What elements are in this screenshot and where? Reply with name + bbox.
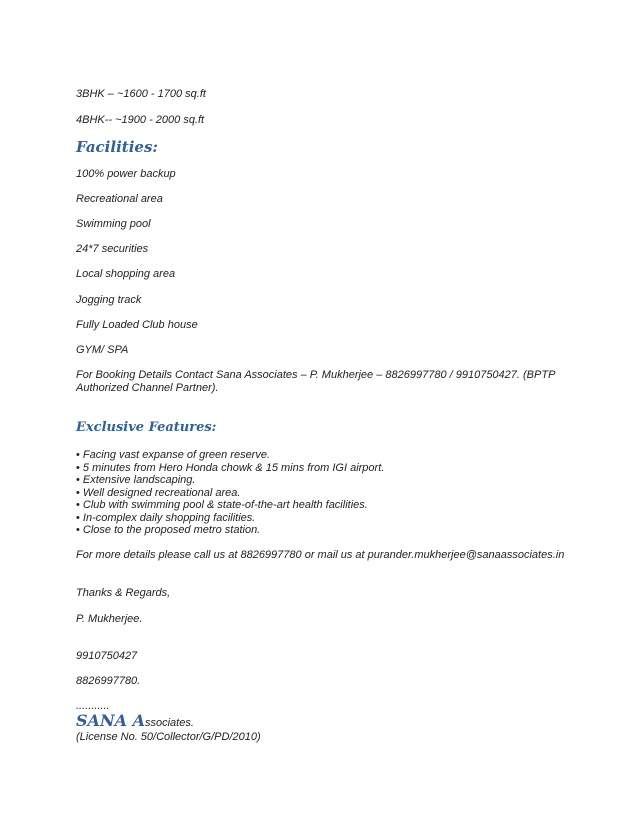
sender-name: P. Mukherjee. (76, 613, 143, 625)
list-item: • Well designed recreational area. (76, 486, 241, 499)
list-item: • 5 minutes from Hero Honda chowk & 15 mins from IGI airport. (76, 461, 385, 474)
list-item: • Facing vast expanse of green reserve. (76, 449, 271, 461)
brand-name-bold: SANA A (76, 711, 145, 730)
phone-number: 8826997780. (76, 675, 141, 687)
list-item: • Club with swimming pool & state-of-the-art health facilities. (76, 499, 368, 511)
bullet-dot: • (76, 524, 80, 536)
contact-details: For more details please call us at 8826997780 or mail us at purander.mukherjee@sanaassociates.in (76, 549, 565, 561)
bullet-dot: • (76, 474, 80, 486)
facility-item: Swimming pool (76, 218, 151, 230)
facility-item: Local shopping area (76, 268, 176, 280)
facility-item: Fully Loaded Club house (76, 319, 198, 331)
facility-item: Recreational area (76, 193, 163, 205)
facilities-heading: Facilities: (76, 138, 158, 156)
size-3bhk: 3BHK – ~1600 - 1700 sq.ft (76, 88, 206, 100)
bullet-dot: • (76, 461, 80, 474)
facility-item: Jogging track (76, 294, 142, 306)
bullet-dot: • (76, 449, 80, 461)
bullet-dot: • (76, 511, 80, 524)
separator-dots: ........... (76, 700, 110, 712)
regards-text: Thanks & Regards, (76, 587, 171, 599)
phone-number: 9910750427 (76, 650, 138, 662)
brand-name-rest: ssociates. (145, 717, 194, 729)
exclusive-features-list (76, 449, 384, 537)
list-item: • In-complex daily shopping facilities. (76, 511, 256, 524)
list-item: • Close to the proposed metro station. (76, 524, 261, 536)
list-item: • Extensive landscaping. (76, 474, 196, 486)
booking-details: For Booking Details Contact Sana Associates – P. Mukherjee – 8826997780 / 9910750427. (BPTP Authorized Channel Partner). (76, 369, 556, 394)
license-number: (License No. 50/Collector/G/PD/2010) (76, 731, 261, 743)
size-4bhk: 4BHK-- ~1900 - 2000 sq.ft (76, 114, 205, 126)
bullet-dot: • (76, 486, 80, 499)
facility-item: GYM/ SPA (76, 344, 129, 356)
bullet-dot: • (76, 499, 80, 511)
exclusive-features-heading: Exclusive Features: (76, 420, 217, 435)
facility-item: 24*7 securities (76, 243, 149, 255)
facility-item: 100% power backup (76, 168, 176, 180)
company-brand (76, 711, 194, 731)
